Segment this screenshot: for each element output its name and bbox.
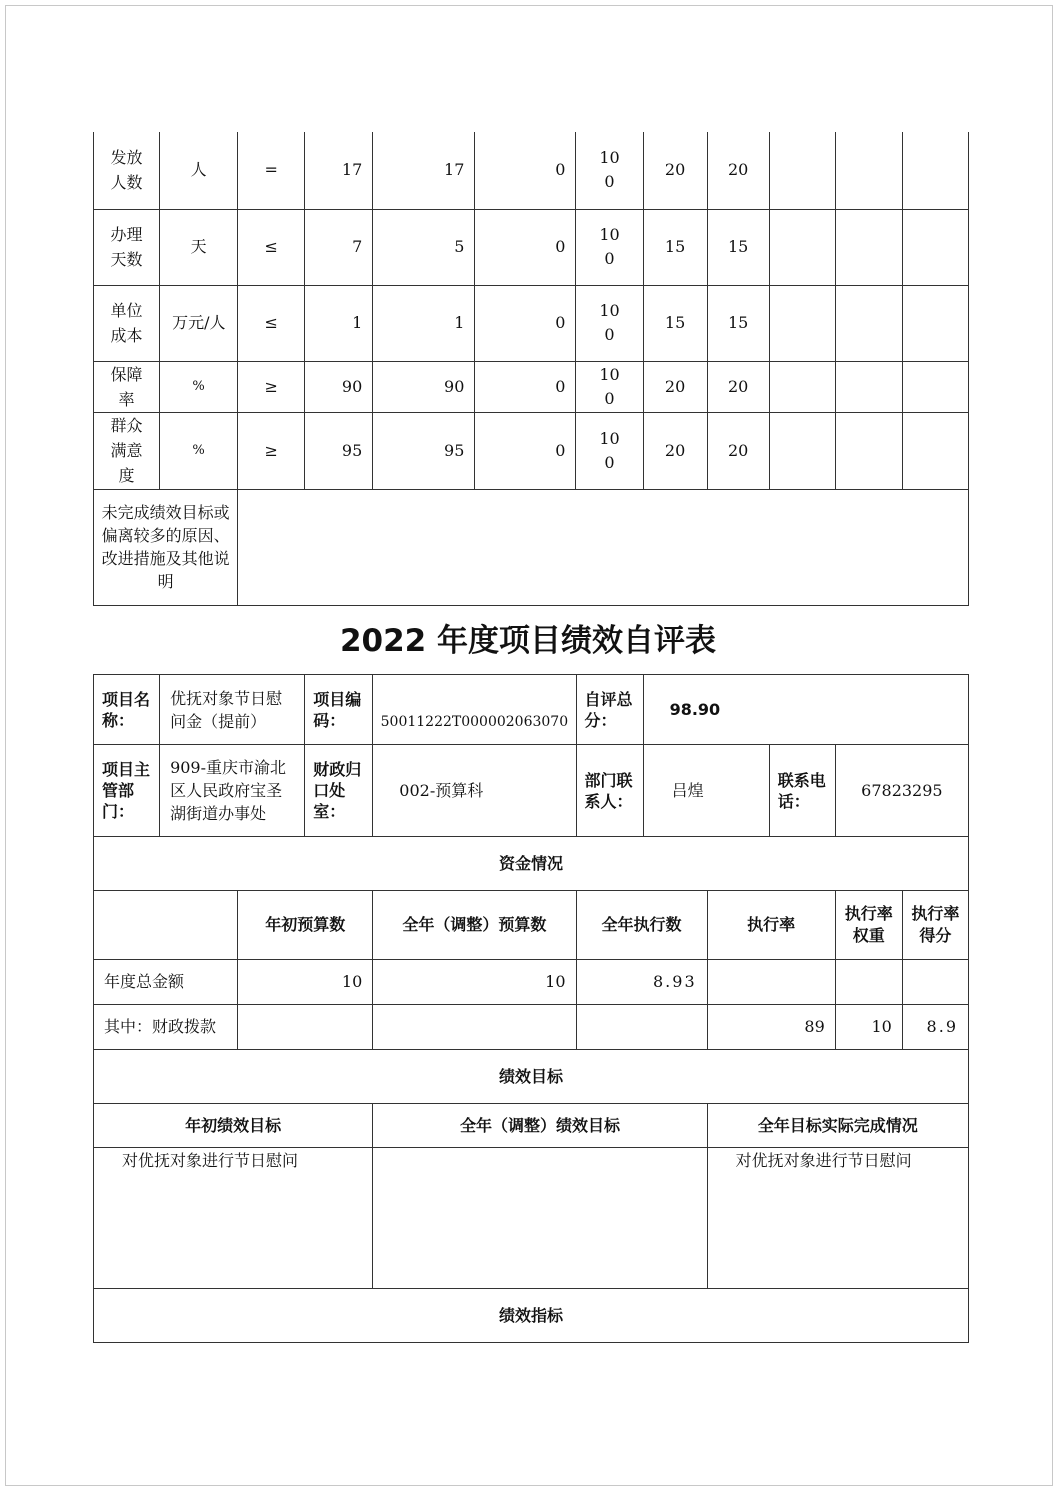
indicator-blank — [902, 209, 968, 285]
indicator-full-score: 100 — [576, 285, 643, 361]
indicator-unit: 人 — [160, 132, 238, 209]
col-initial-goal: 年初绩效目标 — [94, 1104, 373, 1148]
indicator-name: 单位成本 — [94, 285, 160, 361]
indicator-row — [94, 132, 969, 209]
indicator-unit: 天 — [160, 209, 238, 285]
indicator-name: 群众满意度 — [94, 412, 160, 489]
funds-header-row — [94, 891, 969, 960]
goals-section-title: 绩效目标 — [94, 1050, 969, 1104]
indicator-unit: % — [160, 361, 238, 412]
contact-label: 部门联系人： — [576, 745, 643, 837]
indicator-deviation: 0 — [475, 209, 576, 285]
indicator-row — [94, 285, 969, 361]
col-initial-budget: 年初预算数 — [238, 891, 373, 960]
indicator-target: 17 — [305, 132, 373, 209]
adjusted-goal — [373, 1148, 707, 1289]
indicator-blank — [902, 412, 968, 489]
indicator-blank — [835, 132, 902, 209]
page-title: 2022 年度项目绩效自评表 — [339, 623, 717, 659]
indicator-blank — [769, 132, 835, 209]
indicator-weight: 20 — [643, 132, 707, 209]
indicator-deviation: 0 — [475, 285, 576, 361]
explain-label: 未完成绩效目标或偏离较多的原因、改进措施及其他说明 — [94, 489, 238, 605]
goals-header-row — [94, 1104, 969, 1148]
indicator-blank — [769, 209, 835, 285]
fiscal-label: 其中：财政拨款 — [94, 1005, 238, 1050]
indicator-score: 15 — [707, 209, 769, 285]
indicator-blank — [769, 361, 835, 412]
indicator-blank — [769, 285, 835, 361]
indicator-full-score: 100 — [576, 132, 643, 209]
col-adjusted-goal: 全年（调整）绩效目标 — [373, 1104, 707, 1148]
indicator-actual: 17 — [373, 132, 475, 209]
total-budget: 10 — [238, 960, 373, 1005]
indicator-operator: ≤ — [238, 285, 305, 361]
self-score: 98.90 — [643, 675, 968, 745]
indicator-target: 1 — [305, 285, 373, 361]
indicator-operator: ≥ — [238, 361, 305, 412]
indicator-full-score: 100 — [576, 361, 643, 412]
col-executed: 全年执行数 — [576, 891, 707, 960]
indicator-blank — [835, 209, 902, 285]
explain-content — [238, 489, 969, 605]
indicator-blank — [835, 285, 902, 361]
finance-label: 财政归口处室： — [305, 745, 373, 837]
contact: 吕煌 — [643, 745, 769, 837]
header-row-1 — [94, 675, 969, 745]
indicator-target: 95 — [305, 412, 373, 489]
indicator-operator: = — [238, 132, 305, 209]
indicator-name: 发放人数 — [94, 132, 160, 209]
header-row-2 — [94, 745, 969, 837]
indicator-unit: % — [160, 412, 238, 489]
indicator-actual: 95 — [373, 412, 475, 489]
indicator-full-score: 100 — [576, 412, 643, 489]
goals-content-row — [94, 1148, 969, 1289]
finance: 002-预算科 — [373, 745, 576, 837]
indicator-score: 15 — [707, 285, 769, 361]
indicator-target: 90 — [305, 361, 373, 412]
indicator-actual: 5 — [373, 209, 475, 285]
col-rate-weight: 执行率权重 — [835, 891, 902, 960]
indicator-row — [94, 361, 969, 412]
indicator-weight: 15 — [643, 285, 707, 361]
indicator-deviation: 0 — [475, 412, 576, 489]
col-exec-rate: 执行率 — [707, 891, 835, 960]
dept: 909-重庆市渝北区人民政府宝圣湖街道办事处 — [160, 745, 305, 837]
indicator-weight: 20 — [643, 361, 707, 412]
indicator-score: 20 — [707, 132, 769, 209]
indicator-unit: 万元/人 — [160, 285, 238, 361]
indicator-blank — [902, 132, 968, 209]
indicator-table-continued — [93, 132, 969, 606]
col-actual-goal: 全年目标实际完成情况 — [707, 1104, 968, 1148]
indicator-blank — [835, 412, 902, 489]
fiscal-rate: 89 — [707, 1005, 835, 1050]
project-name-label: 项目名称： — [94, 675, 160, 745]
dept-label: 项目主管部门： — [94, 745, 160, 837]
funds-corner — [94, 891, 238, 960]
indicator-actual: 90 — [373, 361, 475, 412]
funds-row-fiscal — [94, 1005, 969, 1050]
indicator-name: 保障率 — [94, 361, 160, 412]
indicator-weight: 15 — [643, 209, 707, 285]
fiscal-weight: 10 — [835, 1005, 902, 1050]
indicator-weight: 20 — [643, 412, 707, 489]
initial-goal: 对优抚对象进行节日慰问 — [94, 1148, 373, 1289]
indicator-name: 办理天数 — [94, 209, 160, 285]
indicators-section-title: 绩效指标 — [94, 1289, 969, 1343]
project-name: 优抚对象节日慰问金（提前） — [160, 675, 305, 745]
indicator-row — [94, 209, 969, 285]
actual-goal: 对优抚对象进行节日慰问 — [707, 1148, 968, 1289]
explain-row — [94, 489, 969, 605]
phone: 67823295 — [835, 745, 968, 837]
project-code-label: 项目编码： — [305, 675, 373, 745]
funds-section-title: 资金情况 — [94, 837, 969, 891]
indicator-blank — [902, 361, 968, 412]
col-adjusted-budget: 全年（调整）预算数 — [373, 891, 576, 960]
indicator-blank — [835, 361, 902, 412]
indicator-score: 20 — [707, 412, 769, 489]
funds-row-total — [94, 960, 969, 1005]
total-executed: 8.93 — [576, 960, 707, 1005]
self-score-label: 自评总分： — [576, 675, 643, 745]
indicator-full-score: 100 — [576, 209, 643, 285]
phone-label: 联系电话： — [769, 745, 835, 837]
indicator-target: 7 — [305, 209, 373, 285]
fiscal-score: 8.9 — [902, 1005, 968, 1050]
total-label: 年度总金额 — [94, 960, 238, 1005]
indicator-blank — [769, 412, 835, 489]
indicator-row — [94, 412, 969, 489]
indicator-operator: ≥ — [238, 412, 305, 489]
indicator-score: 20 — [707, 361, 769, 412]
indicator-deviation: 0 — [475, 361, 576, 412]
self-evaluation-table — [93, 674, 969, 1343]
indicator-blank — [902, 285, 968, 361]
col-rate-score: 执行率得分 — [902, 891, 968, 960]
indicator-deviation: 0 — [475, 132, 576, 209]
project-code: 50011222T000002063070 — [373, 675, 576, 745]
indicator-operator: ≤ — [238, 209, 305, 285]
indicator-actual: 1 — [373, 285, 475, 361]
total-adjusted: 10 — [373, 960, 576, 1005]
